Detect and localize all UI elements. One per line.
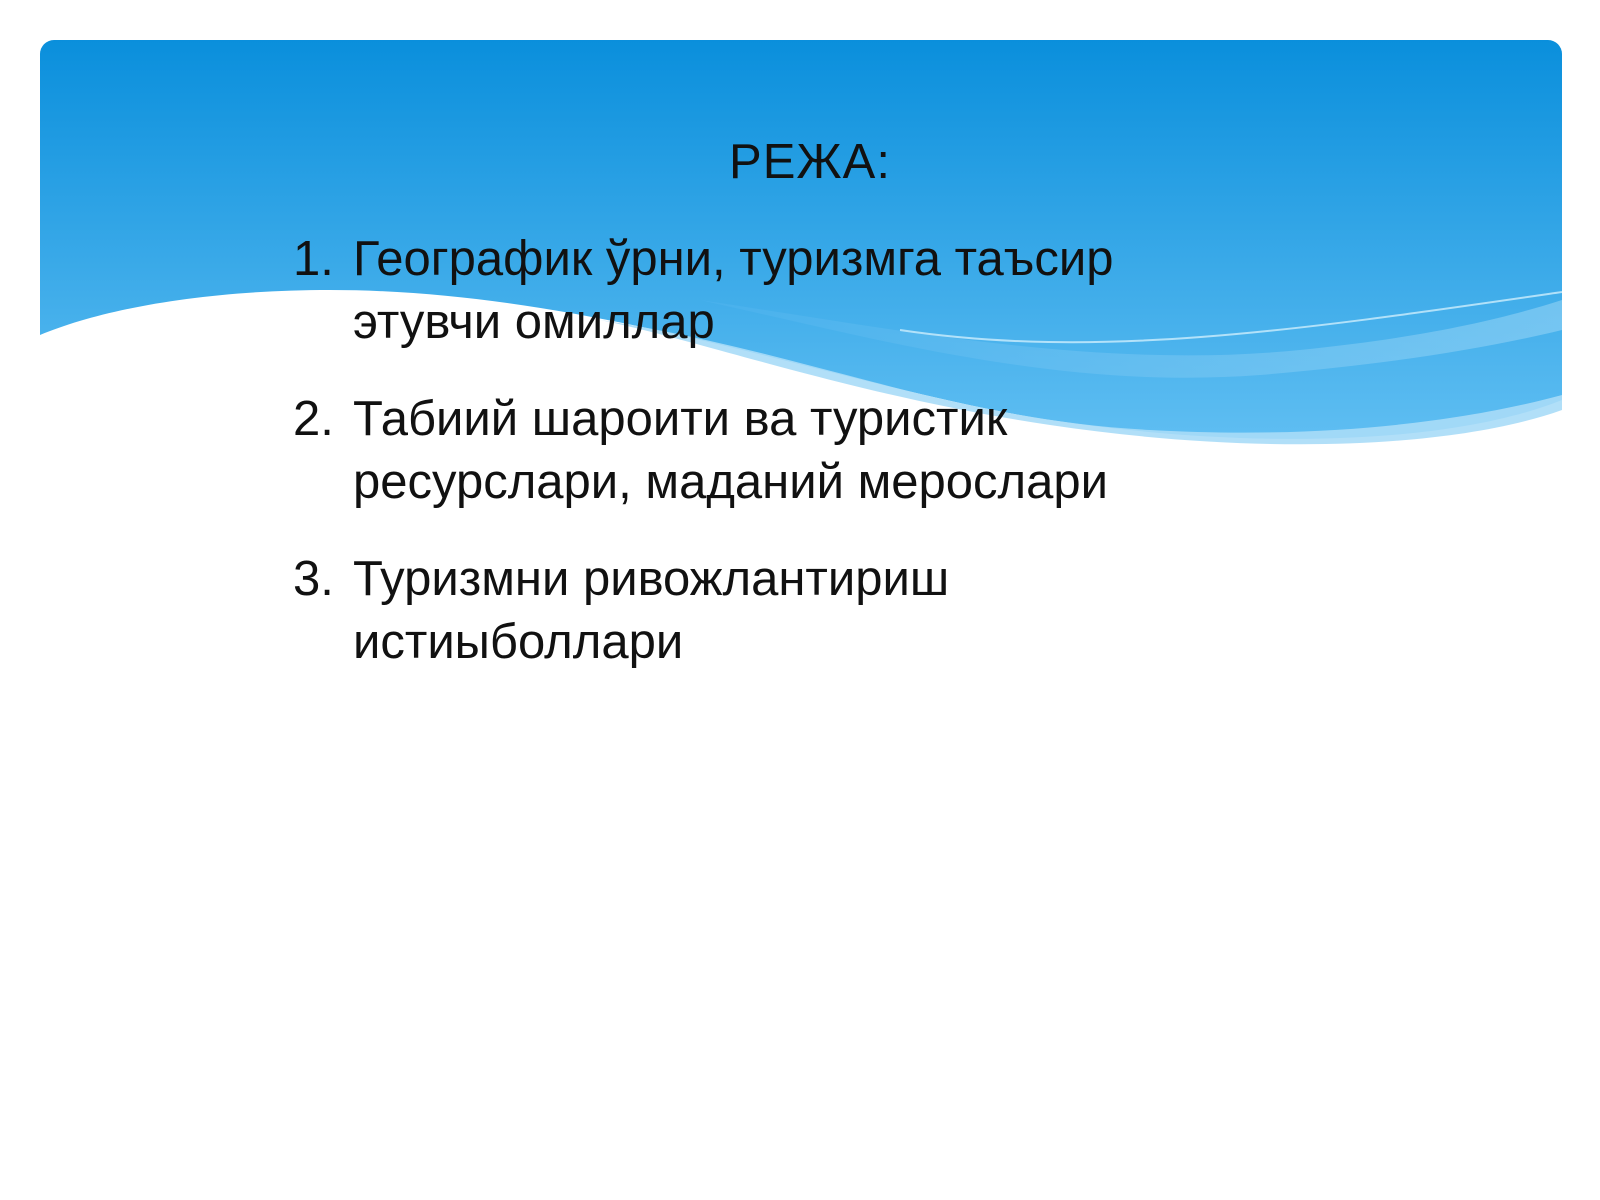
list-item: [293, 228, 1253, 354]
list-item: [293, 388, 1253, 514]
item-text: Табиий шароити ва туристик ресурслари, маданий мерослари: [353, 392, 1109, 509]
item-number: 1.: [293, 232, 334, 286]
slide-title: РЕЖА:: [729, 135, 891, 189]
item-number: 2.: [293, 392, 334, 446]
plan-list: [293, 228, 1253, 708]
item-text: Туризмни ривожлантириш истиыболлари: [353, 552, 950, 669]
item-number: 3.: [293, 552, 334, 606]
item-text: Географик ўрни, туризмга таъсир этувчи омиллар: [353, 232, 1114, 349]
list-item: [293, 548, 1253, 674]
